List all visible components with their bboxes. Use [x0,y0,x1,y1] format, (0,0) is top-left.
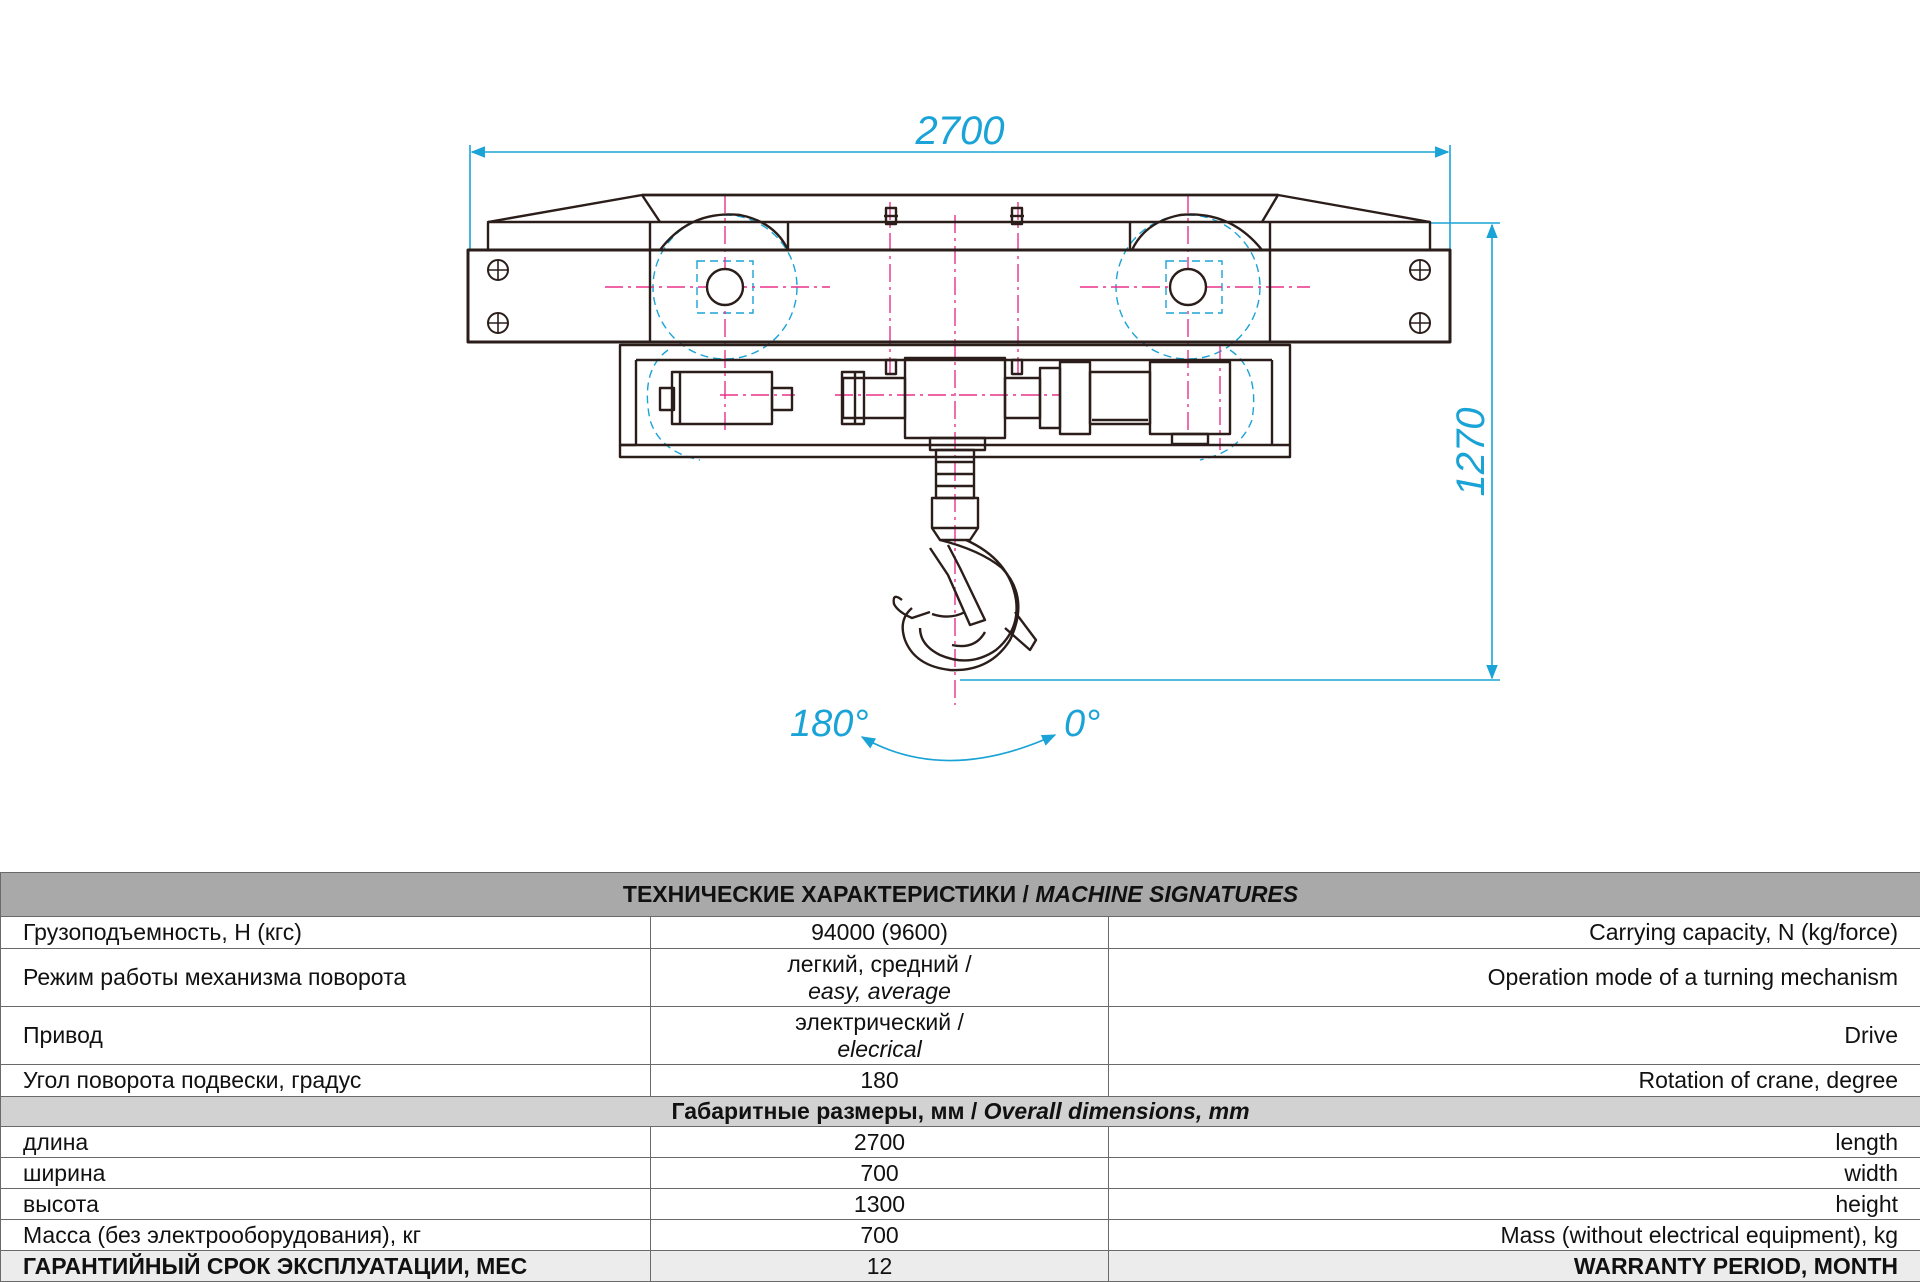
angle-0-label: 0° [1064,703,1100,745]
wheels [707,269,1206,305]
table-row [1,917,1920,949]
bolt-crosses [488,260,1430,333]
warranty-label-ru: ГАРАНТИЙНЫЙ СРОК ЭКСПЛУАТАЦИИ, МЕС [1,1251,651,1282]
row-label-en: Rotation of crane, degree [1109,1065,1920,1097]
row-value-en: elecrical [673,1036,1086,1063]
height-dimension-label: 1270 [1449,408,1493,497]
dimensions-title [1,1097,1920,1127]
warranty-label-en: WARRANTY PERIOD, MONTH [1109,1251,1920,1282]
length-dimension-label: 2700 [915,109,1005,153]
bolts [488,260,1430,333]
warranty-value: 12 [651,1251,1109,1282]
row-value: 1300 [651,1189,1109,1220]
table-row [1,1220,1920,1251]
row-label-en: Mass (without electrical equipment), kg [1109,1220,1920,1251]
row-label-ru: Угол поворота подвески, градус [1,1065,651,1097]
row-value: легкий, средний / [673,951,1086,978]
table-header-row [1,873,1920,917]
dimension-lines [470,145,1500,761]
row-value: электрический / [673,1009,1086,1036]
table-row [1,1189,1920,1220]
table-title [1,873,1920,917]
row-value-en: easy, average [673,978,1086,1005]
row-label-en: Carrying capacity, N (kg/force) [1109,917,1920,949]
row-label-en: height [1109,1189,1920,1220]
row-label-en: length [1109,1127,1920,1158]
row-value: 94000 (9600) [651,917,1109,949]
dimensions-title-en: Overall dimensions, mm [984,1098,1250,1124]
angle-180-label: 180° [790,703,869,745]
row-label-en: Drive [1109,1007,1920,1065]
table-row [1,949,1920,1007]
row-label-en: Operation mode of a turning mechanism [1109,949,1920,1007]
row-value: 700 [651,1158,1109,1189]
row-value: 700 [651,1220,1109,1251]
table-row [1,1127,1920,1158]
dimensions-header-row [1,1097,1920,1127]
table-title-en: MACHINE SIGNATURES [1035,881,1298,907]
row-value-cell [651,1007,1109,1065]
dimensions-title-ru: Габаритные размеры, мм / [672,1098,984,1124]
row-label-ru: Режим работы механизма поворота [1,949,651,1007]
row-label-ru: Привод [1,1007,651,1065]
table-title-ru: ТЕХНИЧЕСКИЕ ХАРАКТЕРИСТИКИ / [623,881,1035,907]
row-value-cell [651,949,1109,1007]
row-value: 2700 [651,1127,1109,1158]
row-label-ru: длина [1,1127,651,1158]
table-row [1,1007,1920,1065]
table-row [1,1158,1920,1189]
row-label-ru: Масса (без электрооборудования), кг [1,1220,651,1251]
row-label-ru: ширина [1,1158,651,1189]
warranty-row [1,1251,1920,1282]
row-value: 180 [651,1065,1109,1097]
row-label-ru: высота [1,1189,651,1220]
table-row [1,1065,1920,1097]
crane-outline [468,195,1450,670]
row-label-en: width [1109,1158,1920,1189]
row-label-ru: Грузоподъемность, Н (кгс) [1,917,651,949]
specifications-table [0,872,1920,1282]
